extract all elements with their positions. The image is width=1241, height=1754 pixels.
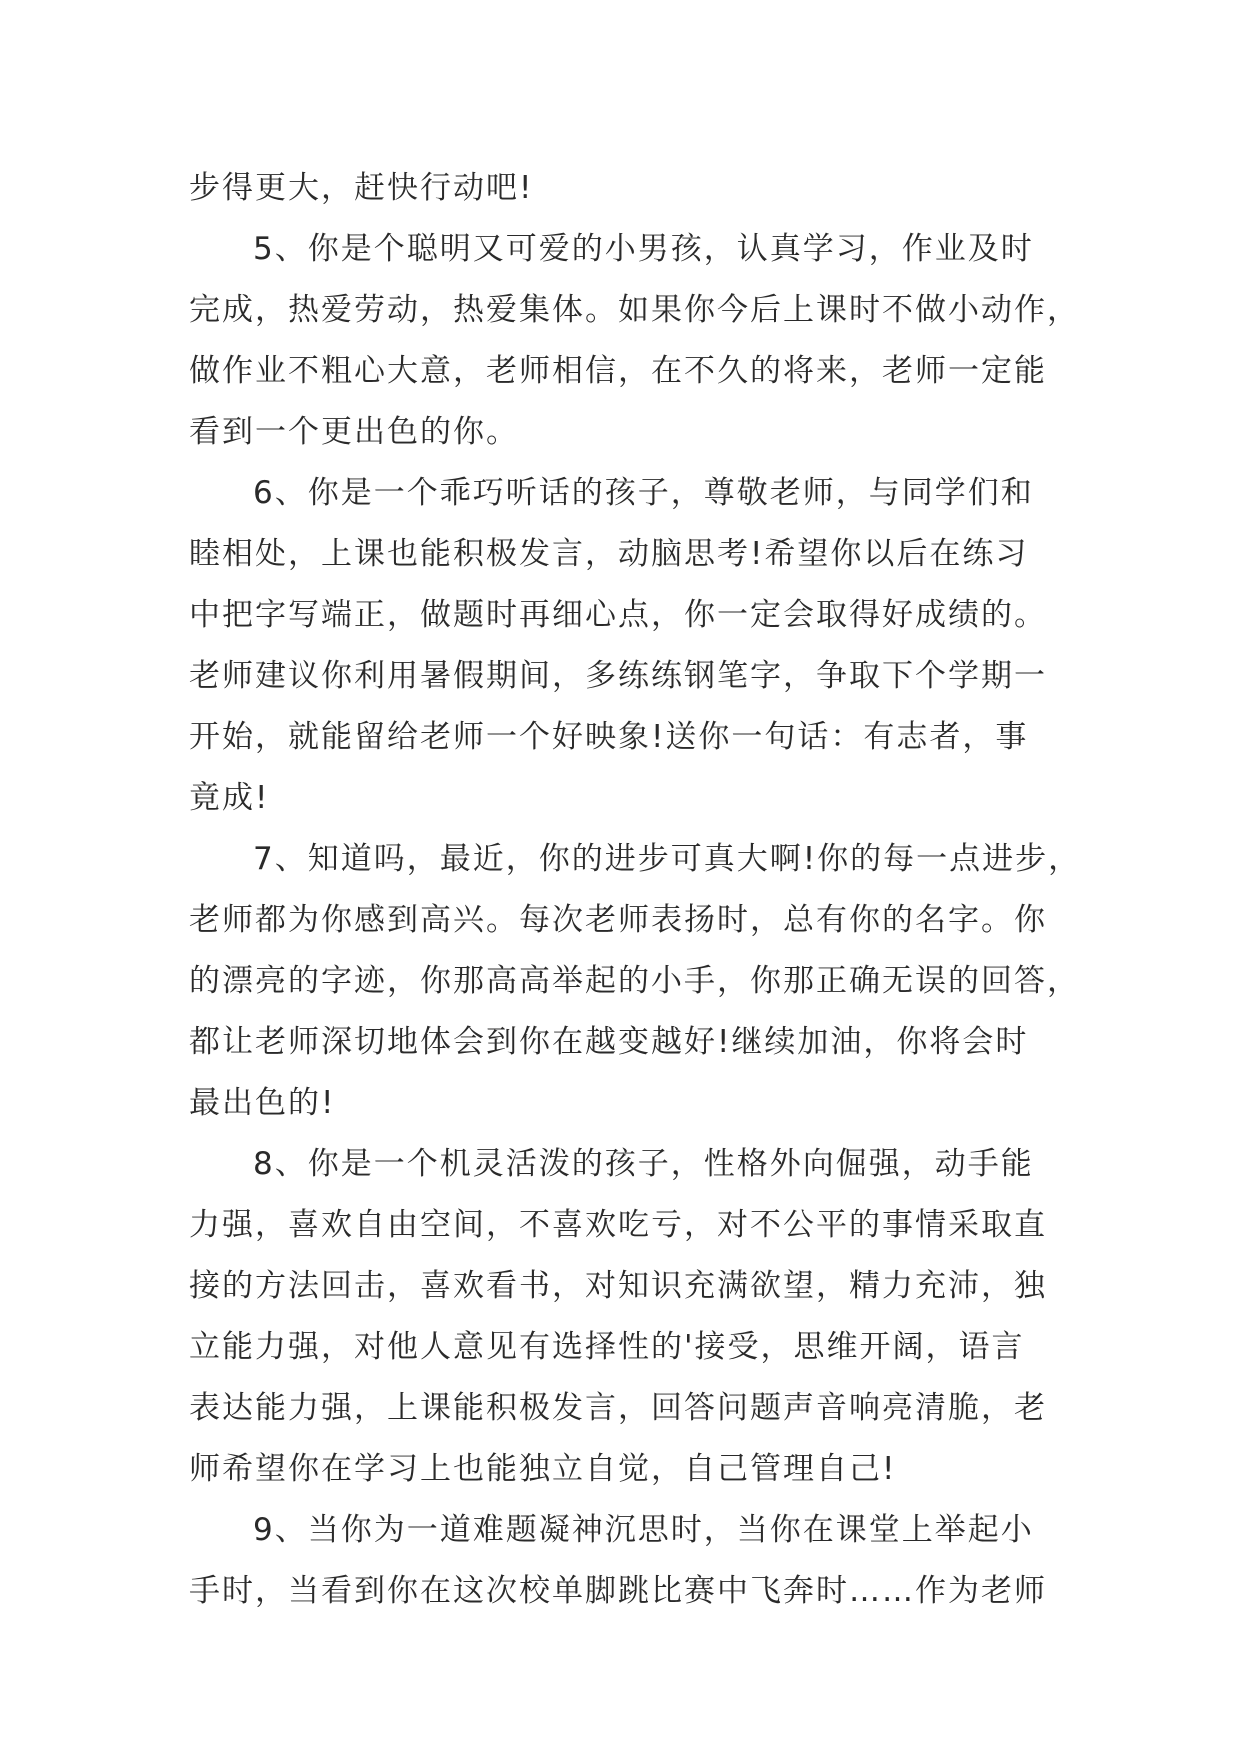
text-line: 步得更大，赶快行动吧!: [189, 170, 534, 206]
text-line: 都让老师深切地体会到你在越变越好!继续加油，你将会时: [189, 1024, 1029, 1060]
text-line: 竟成!: [189, 780, 270, 816]
text-line: 接的方法回击，喜欢看书，对知识充满欲望，精力充沛，独: [189, 1268, 1047, 1304]
text-line: 做作业不粗心大意，老师相信，在不久的将来，老师一定能: [189, 353, 1047, 389]
text-line: 表达能力强，上课能积极发言，回答问题声音响亮清脆，老: [189, 1390, 1047, 1426]
paragraph-start-line: 9、当你为一道难题凝神沉思时，当你在课堂上举起小: [253, 1512, 1034, 1548]
text-line: 开始，就能留给老师一个好映象!送你一句话：有志者，事: [189, 719, 1029, 755]
document-body: [189, 158, 1082, 1622]
text-line: 最出色的!: [189, 1085, 336, 1121]
text-line: 师希望你在学习上也能独立自觉，自己管理自己!: [189, 1451, 897, 1487]
text-line: 完成，热爱劳动，热爱集体。如果你今后上课时不做小动作，: [189, 292, 1080, 328]
paragraph-start-line: 6、你是一个乖巧听话的孩子，尊敬老师，与同学们和: [253, 475, 1034, 511]
paragraph-start-line: 7、知道吗，最近，你的进步可真大啊!你的每一点进步，: [253, 841, 1082, 877]
text-line: 睦相处，上课也能积极发言，动脑思考!希望你以后在练习: [189, 536, 1029, 572]
paragraph-start-line: 8、你是一个机灵活泼的孩子，性格外向倔强，动手能: [253, 1146, 1034, 1182]
text-line: 老师都为你感到高兴。每次老师表扬时，总有你的名字。你: [189, 902, 1047, 938]
text-line: 力强，喜欢自由空间，不喜欢吃亏，对不公平的事情采取直: [189, 1207, 1047, 1243]
text-line: 手时，当看到你在这次校单脚跳比赛中飞奔时……作为老师: [189, 1573, 1047, 1609]
text-line: 的漂亮的字迹，你那高高举起的小手，你那正确无误的回答，: [189, 963, 1080, 999]
paragraph-start-line: 5、你是个聪明又可爱的小男孩，认真学习，作业及时: [253, 231, 1034, 267]
text-line: 看到一个更出色的你。: [189, 414, 519, 450]
text-line: 老师建议你利用暑假期间，多练练钢笔字，争取下个学期一: [189, 658, 1047, 694]
text-line: 立能力强，对他人意见有选择性的'接受，思维开阔，语言: [189, 1329, 1025, 1365]
text-line: 中把字写端正，做题时再细心点，你一定会取得好成绩的。: [189, 597, 1047, 633]
